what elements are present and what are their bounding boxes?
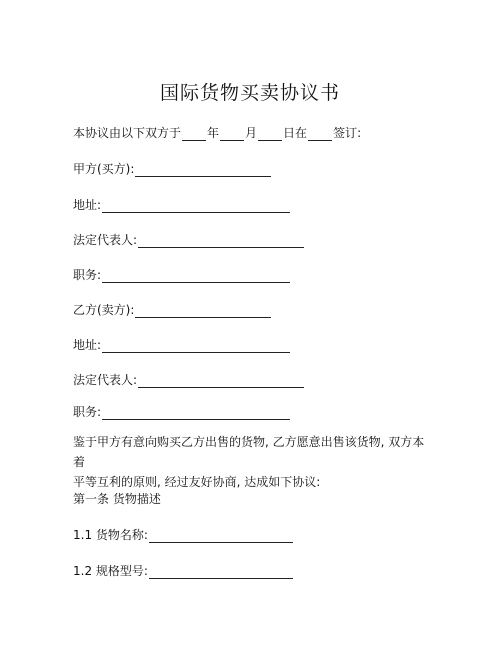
party-a-address-line bbox=[73, 196, 291, 213]
party-b-address-label: 地址: bbox=[73, 338, 102, 352]
party-a-blank[interactable] bbox=[135, 163, 271, 177]
party-a-address-label: 地址: bbox=[73, 198, 102, 212]
party-b-position-line bbox=[73, 403, 291, 420]
party-a-label: 甲方(买方): bbox=[73, 162, 135, 176]
goods-model-line bbox=[73, 562, 294, 579]
article-1-heading-text: 第一条 货物描述 bbox=[73, 492, 161, 506]
preamble-line-2: 平等互利的原则, 经过友好协商, 达成如下协议: bbox=[73, 475, 321, 489]
intro-line bbox=[73, 124, 361, 141]
intro-prefix: 本协议由以下双方于 bbox=[73, 126, 182, 140]
party-a-representative-label: 法定代表人: bbox=[73, 233, 138, 247]
party-b-address-blank[interactable] bbox=[102, 339, 290, 353]
goods-name-blank[interactable] bbox=[149, 529, 293, 543]
month-blank[interactable] bbox=[220, 127, 244, 141]
party-a-position-label: 职务: bbox=[73, 268, 102, 282]
goods-model-label: 1.2 规格型号: bbox=[73, 564, 148, 578]
party-a-position-blank[interactable] bbox=[102, 269, 290, 283]
intro-month: 月 bbox=[245, 126, 258, 140]
intro-day: 日在 bbox=[283, 126, 308, 140]
party-b-label: 乙方(卖方): bbox=[73, 303, 135, 317]
goods-model-blank[interactable] bbox=[149, 565, 293, 579]
party-b-representative-line bbox=[73, 371, 305, 388]
party-b-line bbox=[73, 301, 272, 318]
party-a-position-line bbox=[73, 266, 291, 283]
article-1-heading bbox=[73, 490, 161, 507]
document-title: 国际货物买卖协议书 bbox=[159, 82, 340, 104]
intro-signed: 签订: bbox=[333, 126, 362, 140]
intro-year: 年 bbox=[207, 126, 220, 140]
party-b-position-label: 职务: bbox=[73, 405, 102, 419]
party-b-address-line bbox=[73, 336, 291, 353]
party-b-position-blank[interactable] bbox=[102, 406, 290, 420]
preamble-paragraph bbox=[73, 432, 433, 492]
party-b-blank[interactable] bbox=[135, 304, 271, 318]
party-a-representative-line bbox=[73, 231, 305, 248]
party-a-line bbox=[73, 160, 272, 177]
party-b-representative-label: 法定代表人: bbox=[73, 373, 138, 387]
party-a-representative-blank[interactable] bbox=[138, 234, 304, 248]
day-blank[interactable] bbox=[258, 127, 282, 141]
goods-name-label: 1.1 货物名称: bbox=[73, 528, 148, 542]
party-b-representative-blank[interactable] bbox=[138, 374, 304, 388]
place-blank[interactable] bbox=[308, 127, 332, 141]
preamble-line-1: 鉴于甲方有意向购买乙方出售的货物, 乙方愿意出售该货物, 双方本着 bbox=[73, 435, 425, 469]
goods-name-line bbox=[73, 526, 294, 543]
party-a-address-blank[interactable] bbox=[102, 199, 290, 213]
year-blank[interactable] bbox=[182, 127, 206, 141]
